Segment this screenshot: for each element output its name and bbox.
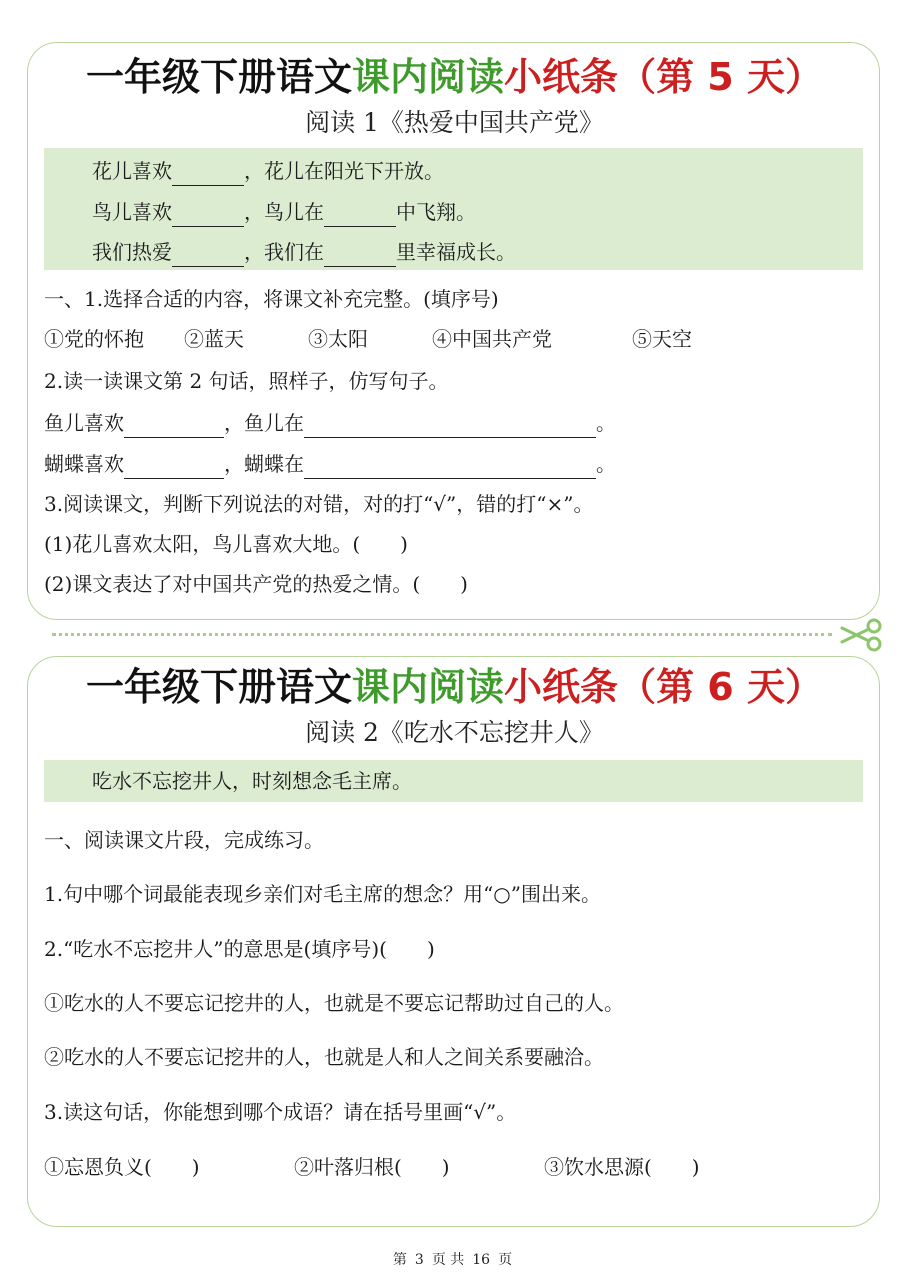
options-row — [44, 324, 844, 354]
title-grade: 一年级下册语文 — [86, 665, 353, 709]
imitation-row: 蝴蝶喜欢 ，蝴蝶在 。 — [44, 449, 616, 479]
blank[interactable] — [124, 456, 224, 479]
idiom-options — [44, 1152, 844, 1182]
reading-subtitle: 阅读 1《热爱中国共产党》 — [305, 108, 604, 137]
blank[interactable] — [172, 204, 244, 227]
idiom-option: ②叶落归根( ) — [294, 1155, 450, 1179]
option: ⑤天空 — [632, 327, 692, 351]
blank[interactable] — [172, 244, 244, 267]
passage-line: 鸟儿喜欢 ，鸟儿在 中飞翔。 — [92, 197, 476, 227]
blank[interactable] — [324, 244, 396, 267]
question-3: 3.读这句话，你能想到哪个成语？请在括号里画“√”。 — [44, 1100, 517, 1124]
reading-card-day5 — [27, 42, 880, 620]
blank[interactable] — [324, 204, 396, 227]
option: ④中国共产党 — [432, 327, 552, 351]
title-grade: 一年级下册语文 — [86, 55, 353, 99]
question-1: 一、1.选择合适的内容，将课文补充完整。(填序号) — [44, 287, 499, 311]
question-2-option: ②吃水的人不要忘记挖井的人，也就是人和人之间关系要融洽。 — [44, 1045, 604, 1069]
judge-item: (2)课文表达了对中国共产党的热爱之情。( ) — [44, 572, 468, 596]
section-heading: 一、阅读课文片段，完成练习。 — [44, 828, 324, 852]
card-title — [28, 665, 881, 709]
blank[interactable] — [172, 163, 244, 186]
imitation-row: 鱼儿喜欢 ，鱼儿在 。 — [44, 408, 616, 438]
cut-line — [52, 633, 832, 636]
page-number: 3 — [414, 1252, 424, 1268]
question-2: 2.“吃水不忘挖井人”的意思是(填序号)( ) — [44, 937, 435, 961]
option: ②蓝天 — [184, 327, 244, 351]
question-1: 1.句中哪个词最能表现乡亲们对毛主席的想念？用“○”围出来。 — [44, 882, 601, 906]
reading-subtitle: 阅读 2《吃水不忘挖井人》 — [305, 718, 604, 747]
card-title — [28, 55, 881, 99]
passage-line: 我们热爱 ，我们在 里幸福成长。 — [92, 237, 516, 267]
judge-item: (1)花儿喜欢太阳，鸟儿喜欢大地。( ) — [44, 532, 408, 556]
idiom-option: ③饮水思源( ) — [544, 1155, 700, 1179]
title-day: （第 5 天） — [618, 55, 823, 99]
passage-box — [44, 760, 863, 802]
title-day: （第 6 天） — [618, 665, 823, 709]
title-note: 小纸条 — [504, 665, 619, 709]
question-2: 2.读一读课文第 2 句话，照样子，仿写句子。 — [44, 369, 449, 393]
title-reading: 课内阅读 — [352, 665, 505, 709]
idiom-option: ①忘恩负义( ) — [44, 1155, 200, 1179]
blank[interactable] — [124, 415, 224, 438]
passage-line: 吃水不忘挖井人，时刻想念毛主席。 — [92, 769, 412, 793]
option: ③太阳 — [308, 327, 368, 351]
blank[interactable] — [304, 456, 596, 479]
reading-card-day6 — [27, 656, 880, 1227]
page-footer: 第 3 页 共 16 页 — [392, 1252, 513, 1268]
blank[interactable] — [304, 415, 596, 438]
total-pages: 16 — [472, 1252, 491, 1268]
passage-line: 花儿喜欢 ，花儿在阳光下开放。 — [92, 156, 444, 186]
scissors-icon — [838, 618, 888, 652]
option: ①党的怀抱 — [44, 327, 144, 351]
title-reading: 课内阅读 — [352, 55, 505, 99]
passage-box — [44, 148, 863, 270]
title-note: 小纸条 — [504, 55, 619, 99]
question-2-option: ①吃水的人不要忘记挖井的人，也就是不要忘记帮助过自己的人。 — [44, 991, 624, 1015]
question-3: 3.阅读课文，判断下列说法的对错，对的打“√”，错的打“×”。 — [44, 492, 594, 516]
